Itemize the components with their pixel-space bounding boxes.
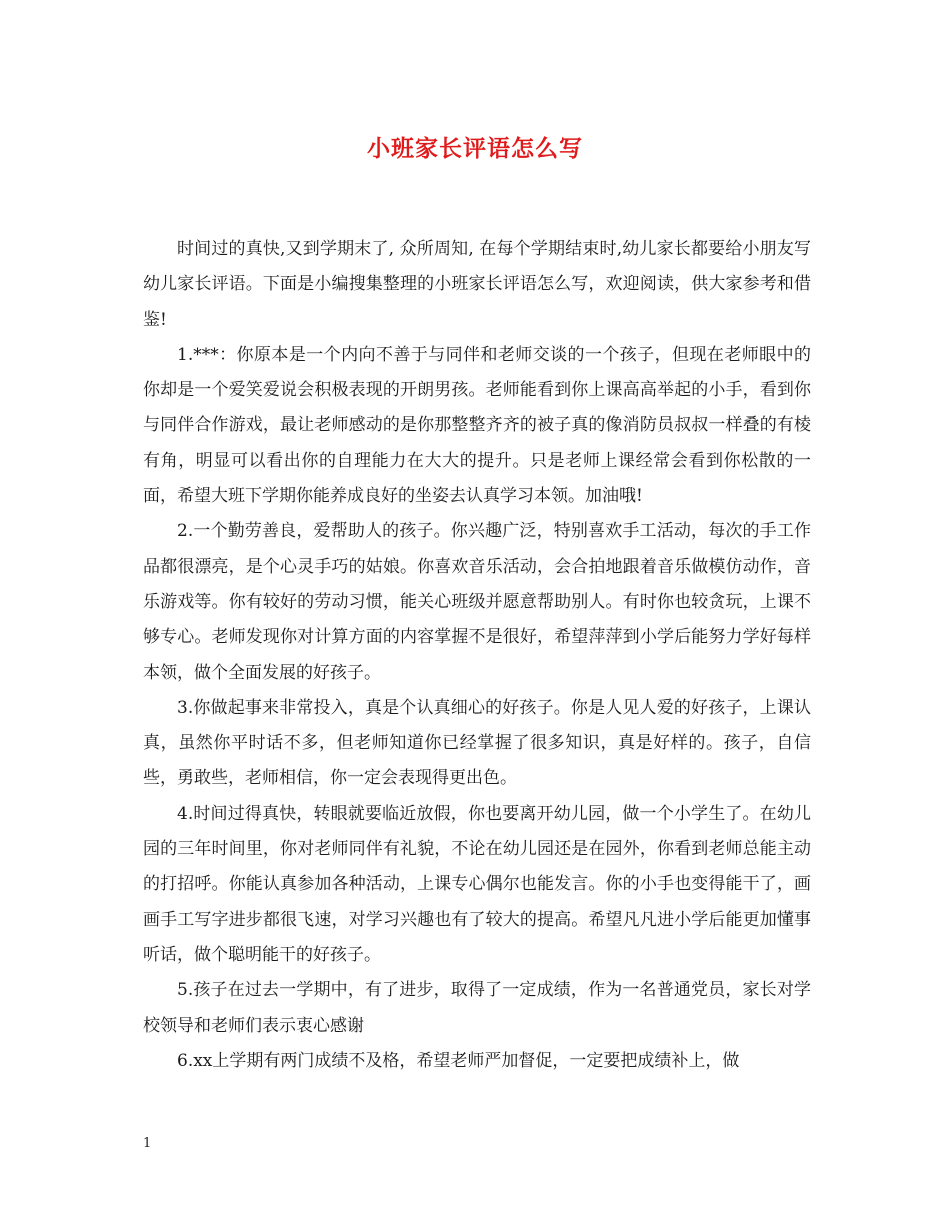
comment-paragraph-1: 1.***：你原本是一个内向不善于与同伴和老师交谈的一个孩子，但现在老师眼中的你却是一个爱笑爱说会积极表现的开朗男孩。老师能看到你上课高高举起的小手，看到你与同伴合作游戏，最让老师感动的是你那整整齐齐的被子真的像消防员叔叔一样叠的有棱有角，明显可以看出你的自理能力在大大的提升。只是老师上课经常会看到你松散的一面，希望大班下学期你能养成良好的坐姿去认真学习本领。加油哦! [143,344,811,507]
page-title: 小班家长评语怎么写 [367,135,583,162]
comment-paragraph-2: 2.一个勤劳善良，爱帮助人的孩子。你兴趣广泛，特别喜欢手工活动，每次的手工作品都很漂亮，是个心灵手巧的姑娘。你喜欢音乐活动，会合拍地跟着音乐做模仿动作，音乐游戏等。你有较好的劳动习惯，能关心班级并愿意帮助别人。有时你也较贪玩，上课不够专心。老师发现你对计算方面的内容掌握不是很好，希望萍萍到小学后能努力学好每样本领，做个全面发展的好孩子。 [143,521,811,683]
page-number: 1 [143,1136,152,1151]
comment-paragraph-3: 3.你做起事来非常投入，真是个认真细心的好孩子。你是人见人爱的好孩子，上课认真，虽然你平时话不多，但老师知道你已经掌握了很多知识，真是好样的。孩子，自信些，勇敢些，老师相信，你一定会表现得更出色。 [143,697,811,789]
comment-paragraph-4: 4.时间过得真快，转眼就要临近放假，你也要离开幼儿园，做一个小学生了。在幼儿园的三年时间里，你对老师同伴有礼貌，不论在幼儿园还是在园外，你看到老师总能主动的打招呼。你能认真参加各种活动，上课专心偶尔也能发言。你的小手也变得能干了，画画手工写字进步都很飞速，对学习兴趣也有了较大的提高。希望凡凡进小学后能更加懂事听话，做个聪明能干的好孩子。 [143,803,811,965]
intro-paragraph: 时间过的真快,又到学期末了, 众所周知, 在每个学期结束时,幼儿家长都要给小朋友写幼儿家长评语。下面是小编搜集整理的小班家长评语怎么写，欢迎阅读，供大家参考和借鉴! [143,239,811,330]
comment-paragraph-6: 6.xx上学期有两门成绩不及格，希望老师严加督促，一定要把成绩补上，做 [177,1050,740,1071]
document-body [143,232,811,1079]
comment-paragraph-5: 5.孩子在过去一学期中，有了进步，取得了一定成绩，作为一名普通党员，家长对学校领导和老师们表示衷心感谢 [143,980,811,1036]
